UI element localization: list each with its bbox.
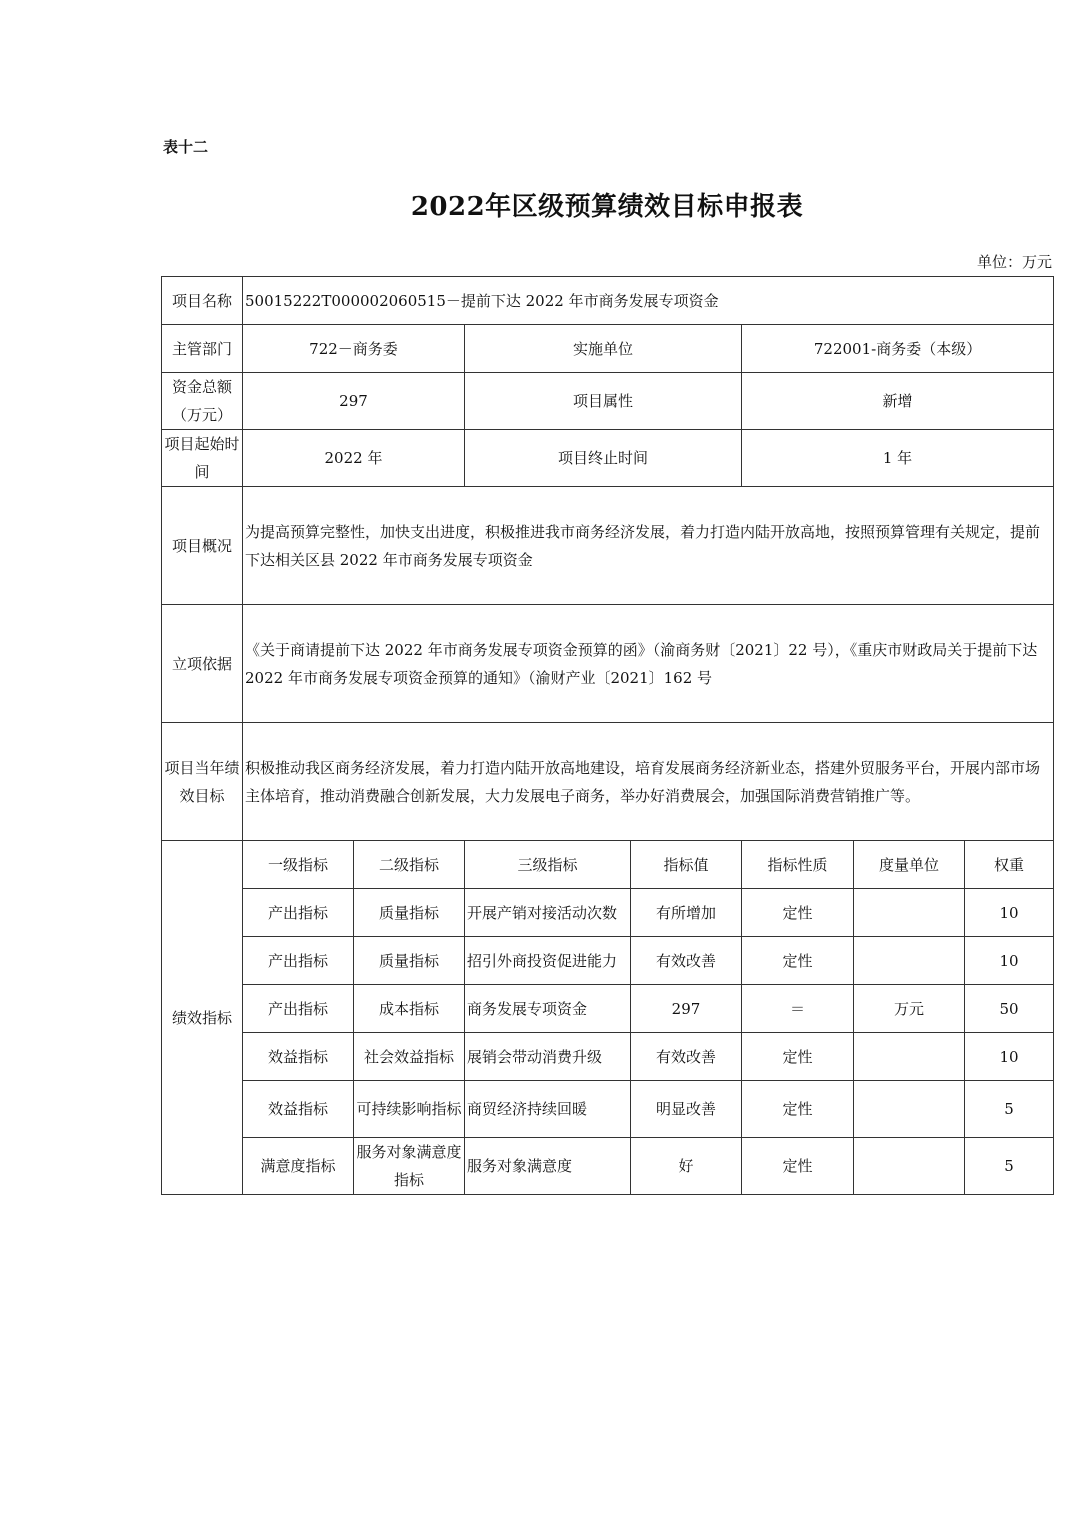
level3-cell: 商贸经济持续回暖 xyxy=(465,1081,631,1138)
weight-cell: 5 xyxy=(965,1138,1054,1195)
project-attribute-label: 项目属性 xyxy=(465,373,742,430)
unit-cell xyxy=(854,1138,965,1195)
unit-cell: 万元 xyxy=(854,985,965,1033)
weight-cell: 10 xyxy=(965,889,1054,937)
indicators-section-label: 绩效指标 xyxy=(162,841,243,1195)
level1-cell: 效益指标 xyxy=(243,1081,354,1138)
level3-cell: 招引外商投资促进能力 xyxy=(465,937,631,985)
start-time-value: 2022 年 xyxy=(243,430,465,487)
value-cell: 有所增加 xyxy=(631,889,742,937)
level3-cell: 开展产销对接活动次数 xyxy=(465,889,631,937)
level3-cell: 展销会带动消费升级 xyxy=(465,1033,631,1081)
row-project-name xyxy=(162,277,1054,325)
nature-cell: 定性 xyxy=(742,889,854,937)
header-unit: 度量单位 xyxy=(854,841,965,889)
indicator-row xyxy=(162,985,1054,1033)
indicator-row xyxy=(162,1033,1054,1081)
fund-total-value: 297 xyxy=(243,373,465,430)
level1-cell: 效益指标 xyxy=(243,1033,354,1081)
indicator-row xyxy=(162,889,1054,937)
indicator-row xyxy=(162,1081,1054,1138)
end-time-label: 项目终止时间 xyxy=(465,430,742,487)
header-value: 指标值 xyxy=(631,841,742,889)
weight-cell: 50 xyxy=(965,985,1054,1033)
start-time-label: 项目起始时间 xyxy=(162,430,243,487)
value-cell: 好 xyxy=(631,1138,742,1195)
annual-goal-value: 积极推动我区商务经济发展，着力打造内陆开放高地建设，培育发展商务经济新业态，搭建外贸服务平台，开展内部市场主体培育，推动消费融合创新发展，大力发展电子商务，举办好消费展会，加强国际消费营销推广等。 xyxy=(243,723,1054,841)
level2-cell: 服务对象满意度指标 xyxy=(354,1138,465,1195)
value-cell: 有效改善 xyxy=(631,1033,742,1081)
unit-cell xyxy=(854,889,965,937)
indicator-header-row xyxy=(162,841,1054,889)
level2-cell: 质量指标 xyxy=(354,937,465,985)
level3-cell: 服务对象满意度 xyxy=(465,1138,631,1195)
row-time xyxy=(162,430,1054,487)
weight-cell: 5 xyxy=(965,1081,1054,1138)
unit-cell xyxy=(854,1081,965,1138)
end-time-value: 1 年 xyxy=(742,430,1054,487)
level3-cell: 商务发展专项资金 xyxy=(465,985,631,1033)
project-name-label: 项目名称 xyxy=(162,277,243,325)
department-label: 主管部门 xyxy=(162,325,243,373)
nature-cell: 定性 xyxy=(742,1138,854,1195)
project-name-value: 50015222T000002060515－提前下达 2022 年市商务发展专项资金 xyxy=(243,277,1054,325)
row-fund xyxy=(162,373,1054,430)
project-attribute-value: 新增 xyxy=(742,373,1054,430)
unit-label: 单位：万元 xyxy=(976,253,1052,271)
level1-cell: 满意度指标 xyxy=(243,1138,354,1195)
row-department xyxy=(162,325,1054,373)
header-weight: 权重 xyxy=(965,841,1054,889)
header-level2: 二级指标 xyxy=(354,841,465,889)
value-cell: 297 xyxy=(631,985,742,1033)
header-nature: 指标性质 xyxy=(742,841,854,889)
nature-cell: 定性 xyxy=(742,937,854,985)
row-annual-goal xyxy=(162,723,1054,841)
basis-value: 《关于商请提前下达 2022 年市商务发展专项资金预算的函》（渝商务财〔2021〕22 号），《重庆市财政局关于提前下达 2022 年市商务发展专项资金预算的通知》（渝财产业〔2021〕162 号 xyxy=(243,605,1054,723)
fund-total-label: 资金总额（万元） xyxy=(162,373,243,430)
unit-cell xyxy=(854,937,965,985)
nature-cell: ＝ xyxy=(742,985,854,1033)
overview-value: 为提高预算完整性，加快支出进度，积极推进我市商务经济发展，着力打造内陆开放高地，按照预算管理有关规定，提前下达相关区县 2022 年市商务发展专项资金 xyxy=(243,487,1054,605)
basis-label: 立项依据 xyxy=(162,605,243,723)
level2-cell: 社会效益指标 xyxy=(354,1033,465,1081)
indicator-row xyxy=(162,937,1054,985)
implementing-unit-value: 722001-商务委（本级） xyxy=(742,325,1054,373)
department-value: 722－商务委 xyxy=(243,325,465,373)
level1-cell: 产出指标 xyxy=(243,985,354,1033)
overview-label: 项目概况 xyxy=(162,487,243,605)
header-level3: 三级指标 xyxy=(465,841,631,889)
budget-performance-table xyxy=(161,276,1054,1195)
level2-cell: 可持续影响指标 xyxy=(354,1081,465,1138)
level1-cell: 产出指标 xyxy=(243,937,354,985)
unit-cell xyxy=(854,1033,965,1081)
header-level1: 一级指标 xyxy=(243,841,354,889)
level2-cell: 质量指标 xyxy=(354,889,465,937)
value-cell: 有效改善 xyxy=(631,937,742,985)
document-title: 2022年区级预算绩效目标申报表 xyxy=(410,192,804,222)
annual-goal-label: 项目当年绩效目标 xyxy=(162,723,243,841)
nature-cell: 定性 xyxy=(742,1033,854,1081)
implementing-unit-label: 实施单位 xyxy=(465,325,742,373)
row-basis xyxy=(162,605,1054,723)
row-overview xyxy=(162,487,1054,605)
value-cell: 明显改善 xyxy=(631,1081,742,1138)
weight-cell: 10 xyxy=(965,1033,1054,1081)
table-number: 表十二 xyxy=(163,138,209,156)
weight-cell: 10 xyxy=(965,937,1054,985)
nature-cell: 定性 xyxy=(742,1081,854,1138)
level1-cell: 产出指标 xyxy=(243,889,354,937)
indicator-row xyxy=(162,1138,1054,1195)
level2-cell: 成本指标 xyxy=(354,985,465,1033)
